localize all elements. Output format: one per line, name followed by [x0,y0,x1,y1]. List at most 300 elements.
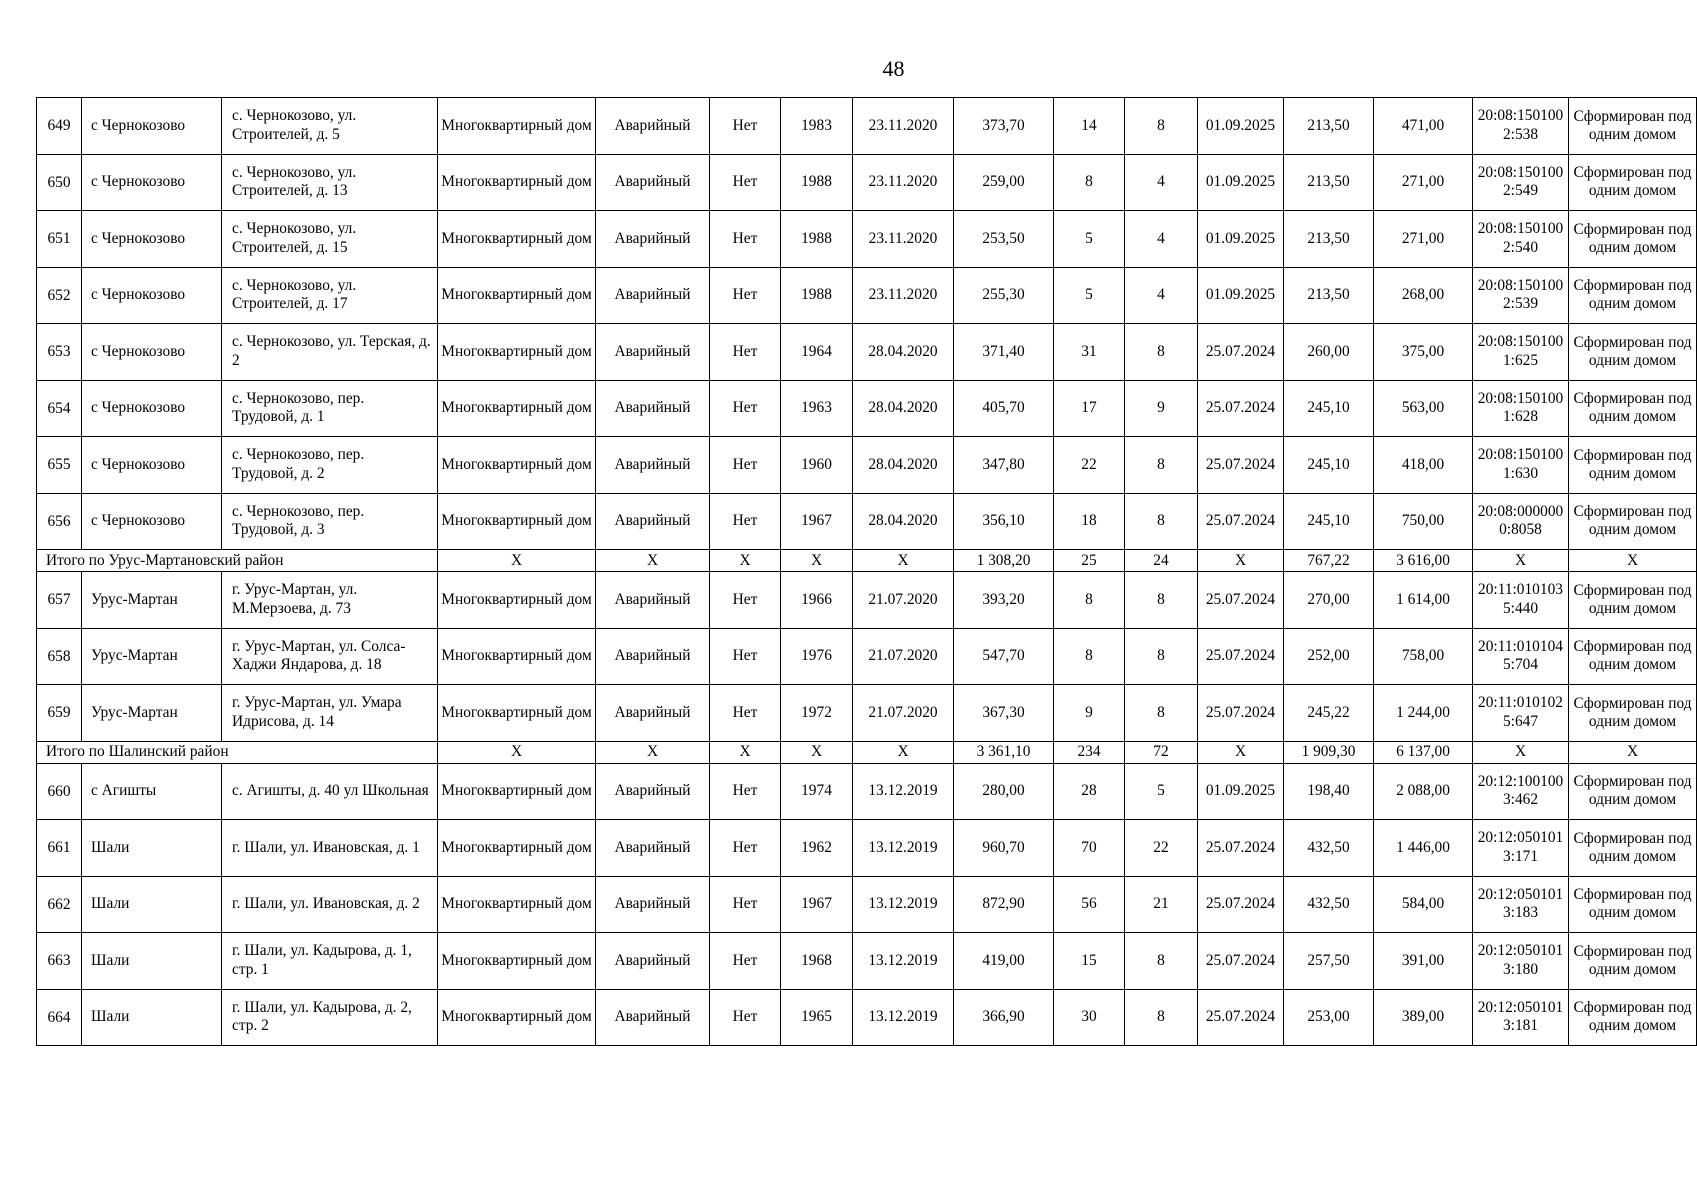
cadastral-number-cell: 20:08:1501001:628 [1473,380,1569,437]
flag-cell: Нет [710,493,781,550]
settlement-cell: с Чернокозово [82,380,222,437]
total-land-area-cell: 6 137,00 [1374,741,1473,763]
district-total-row [37,741,1697,763]
area-cell: 393,20 [954,572,1054,629]
address-cell: с. Агишты, д. 40 ул Школьная [222,763,438,820]
row-number: 652 [37,267,82,324]
house-type-cell: Многоквартирный дом [438,154,596,211]
flag-cell: Нет [710,211,781,268]
land-status-cell: Сформирован под одним домом [1569,211,1697,268]
district-total-label: Итого по Шалинский район [37,741,438,763]
decision-date-cell: 13.12.2019 [853,933,954,990]
decision-date-cell: 13.12.2019 [853,763,954,820]
deadline-cell: 25.07.2024 [1198,876,1284,933]
settlement-cell: Урус-Мартан [82,628,222,685]
price-cell: 213,50 [1284,211,1374,268]
apartments-cell: 9 [1125,380,1198,437]
area-cell: 419,00 [954,933,1054,990]
row-number: 662 [37,876,82,933]
apartments-cell: 21 [1125,876,1198,933]
price-cell: 213,50 [1284,98,1374,155]
cadastral-number-cell: 20:11:0101045:704 [1473,628,1569,685]
residents-cell: 15 [1054,933,1125,990]
row-number: 651 [37,211,82,268]
decision-date-cell: 23.11.2020 [853,211,954,268]
address-cell: с. Чернокозово, ул. Терская, д. 2 [222,324,438,381]
flag-cell: Нет [710,763,781,820]
row-number: 660 [37,763,82,820]
apartments-cell: 8 [1125,324,1198,381]
price-cell: 432,50 [1284,876,1374,933]
residents-cell: 70 [1054,820,1125,877]
table-row [37,437,1697,494]
price-cell: 198,40 [1284,763,1374,820]
apartments-cell: 5 [1125,763,1198,820]
flag-cell: Нет [710,989,781,1046]
settlement-cell: с Чернокозово [82,493,222,550]
price-cell: 245,10 [1284,380,1374,437]
placeholder-cell: X [781,741,853,763]
area-cell: 960,70 [954,820,1054,877]
house-type-cell: Многоквартирный дом [438,493,596,550]
address-cell: с. Чернокозово, пер. Трудовой, д. 1 [222,380,438,437]
residents-cell: 9 [1054,685,1125,742]
cadastral-number-cell: 20:11:0101035:440 [1473,572,1569,629]
settlement-cell: Шали [82,820,222,877]
condition-cell: Аварийный [596,628,710,685]
deadline-cell: 25.07.2024 [1198,324,1284,381]
land-status-cell: Сформирован под одним домом [1569,572,1697,629]
cadastral-number-cell: 20:08:1501002:538 [1473,98,1569,155]
cadastral-number-cell: 20:08:1501002:549 [1473,154,1569,211]
deadline-cell: 25.07.2024 [1198,493,1284,550]
area-cell: 366,90 [954,989,1054,1046]
deadline-cell: 25.07.2024 [1198,933,1284,990]
land-status-cell: Сформирован под одним домом [1569,267,1697,324]
address-cell: г. Шали, ул. Ивановская, д. 1 [222,820,438,877]
address-cell: г. Шали, ул. Кадырова, д. 1, стр. 1 [222,933,438,990]
land-area-cell: 758,00 [1374,628,1473,685]
row-number: 653 [37,324,82,381]
flag-cell: Нет [710,324,781,381]
address-cell: г. Урус-Мартан, ул. М.Мерзоева, д. 73 [222,572,438,629]
condition-cell: Аварийный [596,493,710,550]
placeholder-cell: X [596,741,710,763]
placeholder-cell: X [438,741,596,763]
address-cell: с. Чернокозово, ул. Строителей, д. 15 [222,211,438,268]
table-row [37,211,1697,268]
area-cell: 347,80 [954,437,1054,494]
decision-date-cell: 28.04.2020 [853,324,954,381]
year-cell: 1967 [781,876,853,933]
house-type-cell: Многоквартирный дом [438,98,596,155]
condition-cell: Аварийный [596,989,710,1046]
house-type-cell: Многоквартирный дом [438,876,596,933]
price-cell: 270,00 [1284,572,1374,629]
decision-date-cell: 21.07.2020 [853,572,954,629]
year-cell: 1966 [781,572,853,629]
row-number: 659 [37,685,82,742]
cadastral-number-cell: 20:11:0101025:647 [1473,685,1569,742]
decision-date-cell: 23.11.2020 [853,267,954,324]
deadline-cell: 01.09.2025 [1198,211,1284,268]
year-cell: 1967 [781,493,853,550]
total-residents-cell: 25 [1054,550,1125,572]
land-status-cell: Сформирован под одним домом [1569,933,1697,990]
row-number: 664 [37,989,82,1046]
house-type-cell: Многоквартирный дом [438,933,596,990]
settlement-cell: с Чернокозово [82,324,222,381]
land-area-cell: 271,00 [1374,154,1473,211]
decision-date-cell: 21.07.2020 [853,685,954,742]
placeholder-cell: X [1198,550,1284,572]
area-cell: 280,00 [954,763,1054,820]
land-status-cell: Сформирован под одним домом [1569,324,1697,381]
cadastral-number-cell: 20:08:0000000:8058 [1473,493,1569,550]
residents-cell: 17 [1054,380,1125,437]
settlement-cell: Шали [82,989,222,1046]
address-cell: г. Шали, ул. Ивановская, д. 2 [222,876,438,933]
table-row [37,876,1697,933]
year-cell: 1974 [781,763,853,820]
price-cell: 245,22 [1284,685,1374,742]
year-cell: 1972 [781,685,853,742]
placeholder-cell: X [1473,550,1569,572]
row-number: 649 [37,98,82,155]
address-cell: с. Чернокозово, ул. Строителей, д. 5 [222,98,438,155]
land-area-cell: 1 614,00 [1374,572,1473,629]
year-cell: 1962 [781,820,853,877]
year-cell: 1988 [781,154,853,211]
decision-date-cell: 21.07.2020 [853,628,954,685]
area-cell: 405,70 [954,380,1054,437]
price-cell: 245,10 [1284,437,1374,494]
house-type-cell: Многоквартирный дом [438,267,596,324]
area-cell: 371,40 [954,324,1054,381]
table-row [37,628,1697,685]
land-status-cell: Сформирован под одним домом [1569,876,1697,933]
flag-cell: Нет [710,437,781,494]
land-area-cell: 1 446,00 [1374,820,1473,877]
apartments-cell: 4 [1125,154,1198,211]
table-row [37,324,1697,381]
residents-cell: 14 [1054,98,1125,155]
area-cell: 373,70 [954,98,1054,155]
cadastral-number-cell: 20:12:0501013:171 [1473,820,1569,877]
cadastral-number-cell: 20:08:1501001:630 [1473,437,1569,494]
row-number: 656 [37,493,82,550]
flag-cell: Нет [710,820,781,877]
house-type-cell: Многоквартирный дом [438,989,596,1046]
flag-cell: Нет [710,933,781,990]
land-area-cell: 750,00 [1374,493,1473,550]
page-number: 48 [882,56,905,81]
row-number: 650 [37,154,82,211]
area-cell: 547,70 [954,628,1054,685]
total-price-cell: 767,22 [1284,550,1374,572]
settlement-cell: Урус-Мартан [82,572,222,629]
table-row [37,933,1697,990]
land-area-cell: 389,00 [1374,989,1473,1046]
decision-date-cell: 28.04.2020 [853,493,954,550]
area-cell: 872,90 [954,876,1054,933]
condition-cell: Аварийный [596,933,710,990]
table-row [37,267,1697,324]
deadline-cell: 01.09.2025 [1198,763,1284,820]
price-cell: 432,50 [1284,820,1374,877]
address-cell: с. Чернокозово, ул. Строителей, д. 13 [222,154,438,211]
table-row [37,820,1697,877]
land-area-cell: 584,00 [1374,876,1473,933]
cadastral-number-cell: 20:12:0501013:181 [1473,989,1569,1046]
deadline-cell: 25.07.2024 [1198,685,1284,742]
land-area-cell: 268,00 [1374,267,1473,324]
land-area-cell: 271,00 [1374,211,1473,268]
placeholder-cell: X [1473,741,1569,763]
cadastral-number-cell: 20:08:1501002:540 [1473,211,1569,268]
residents-cell: 8 [1054,628,1125,685]
row-number: 663 [37,933,82,990]
address-cell: с. Чернокозово, пер. Трудовой, д. 2 [222,437,438,494]
condition-cell: Аварийный [596,437,710,494]
total-area-cell: 3 361,10 [954,741,1054,763]
table-row [37,685,1697,742]
decision-date-cell: 23.11.2020 [853,98,954,155]
residents-cell: 30 [1054,989,1125,1046]
house-type-cell: Многоквартирный дом [438,685,596,742]
apartments-cell: 8 [1125,685,1198,742]
row-number: 655 [37,437,82,494]
land-area-cell: 1 244,00 [1374,685,1473,742]
cadastral-number-cell: 20:08:1501002:539 [1473,267,1569,324]
district-total-row [37,550,1697,572]
residents-cell: 5 [1054,267,1125,324]
decision-date-cell: 13.12.2019 [853,989,954,1046]
deadline-cell: 25.07.2024 [1198,820,1284,877]
apartments-cell: 4 [1125,211,1198,268]
year-cell: 1965 [781,989,853,1046]
residents-cell: 5 [1054,211,1125,268]
residents-cell: 56 [1054,876,1125,933]
total-price-cell: 1 909,30 [1284,741,1374,763]
land-area-cell: 2 088,00 [1374,763,1473,820]
land-status-cell: Сформирован под одним домом [1569,98,1697,155]
condition-cell: Аварийный [596,154,710,211]
placeholder-cell: X [853,741,954,763]
land-status-cell: Сформирован под одним домом [1569,380,1697,437]
row-number: 658 [37,628,82,685]
land-status-cell: Сформирован под одним домом [1569,685,1697,742]
apartments-cell: 8 [1125,989,1198,1046]
apartments-cell: 8 [1125,493,1198,550]
condition-cell: Аварийный [596,685,710,742]
decision-date-cell: 13.12.2019 [853,876,954,933]
settlement-cell: с Чернокозово [82,154,222,211]
apartments-cell: 8 [1125,98,1198,155]
area-cell: 255,30 [954,267,1054,324]
address-cell: г. Урус-Мартан, ул. Солса-Хаджи Яндарова, д. 18 [222,628,438,685]
condition-cell: Аварийный [596,211,710,268]
residents-cell: 22 [1054,437,1125,494]
housing-registry-table [36,97,1697,1046]
house-type-cell: Многоквартирный дом [438,820,596,877]
cadastral-number-cell: 20:08:1501001:625 [1473,324,1569,381]
apartments-cell: 4 [1125,267,1198,324]
residents-cell: 28 [1054,763,1125,820]
decision-date-cell: 23.11.2020 [853,154,954,211]
land-status-cell: Сформирован под одним домом [1569,628,1697,685]
placeholder-cell: X [1569,741,1697,763]
deadline-cell: 25.07.2024 [1198,437,1284,494]
area-cell: 356,10 [954,493,1054,550]
placeholder-cell: X [1569,550,1697,572]
row-number: 661 [37,820,82,877]
cadastral-number-cell: 20:12:0501013:183 [1473,876,1569,933]
deadline-cell: 01.09.2025 [1198,154,1284,211]
year-cell: 1964 [781,324,853,381]
cadastral-number-cell: 20:12:0501013:180 [1473,933,1569,990]
price-cell: 257,50 [1284,933,1374,990]
year-cell: 1988 [781,267,853,324]
year-cell: 1976 [781,628,853,685]
house-type-cell: Многоквартирный дом [438,211,596,268]
district-total-label: Итого по Урус-Мартановский район [37,550,438,572]
house-type-cell: Многоквартирный дом [438,763,596,820]
condition-cell: Аварийный [596,763,710,820]
table-row [37,989,1697,1046]
price-cell: 245,10 [1284,493,1374,550]
deadline-cell: 25.07.2024 [1198,380,1284,437]
condition-cell: Аварийный [596,380,710,437]
settlement-cell: с Агишты [82,763,222,820]
total-apartments-cell: 72 [1125,741,1198,763]
land-area-cell: 391,00 [1374,933,1473,990]
residents-cell: 31 [1054,324,1125,381]
price-cell: 253,00 [1284,989,1374,1046]
land-area-cell: 563,00 [1374,380,1473,437]
deadline-cell: 01.09.2025 [1198,98,1284,155]
table-row [37,98,1697,155]
flag-cell: Нет [710,98,781,155]
flag-cell: Нет [710,572,781,629]
placeholder-cell: X [853,550,954,572]
price-cell: 213,50 [1284,154,1374,211]
placeholder-cell: X [596,550,710,572]
placeholder-cell: X [710,741,781,763]
flag-cell: Нет [710,380,781,437]
table-row [37,763,1697,820]
placeholder-cell: X [1198,741,1284,763]
land-status-cell: Сформирован под одним домом [1569,493,1697,550]
year-cell: 1988 [781,211,853,268]
land-status-cell: Сформирован под одним домом [1569,763,1697,820]
land-status-cell: Сформирован под одним домом [1569,154,1697,211]
address-cell: с. Чернокозово, пер. Трудовой, д. 3 [222,493,438,550]
residents-cell: 8 [1054,154,1125,211]
condition-cell: Аварийный [596,267,710,324]
condition-cell: Аварийный [596,820,710,877]
price-cell: 260,00 [1284,324,1374,381]
deadline-cell: 25.07.2024 [1198,989,1284,1046]
apartments-cell: 8 [1125,437,1198,494]
address-cell: с. Чернокозово, ул. Строителей, д. 17 [222,267,438,324]
flag-cell: Нет [710,154,781,211]
placeholder-cell: X [710,550,781,572]
condition-cell: Аварийный [596,572,710,629]
land-status-cell: Сформирован под одним домом [1569,989,1697,1046]
total-apartments-cell: 24 [1125,550,1198,572]
apartments-cell: 8 [1125,933,1198,990]
placeholder-cell: X [438,550,596,572]
settlement-cell: с Чернокозово [82,437,222,494]
total-land-area-cell: 3 616,00 [1374,550,1473,572]
cadastral-number-cell: 20:12:1001003:462 [1473,763,1569,820]
house-type-cell: Многоквартирный дом [438,380,596,437]
table-row [37,572,1697,629]
settlement-cell: Шали [82,933,222,990]
address-cell: г. Шали, ул. Кадырова, д. 2, стр. 2 [222,989,438,1046]
total-residents-cell: 234 [1054,741,1125,763]
house-type-cell: Многоквартирный дом [438,628,596,685]
decision-date-cell: 13.12.2019 [853,820,954,877]
land-area-cell: 418,00 [1374,437,1473,494]
apartments-cell: 22 [1125,820,1198,877]
year-cell: 1968 [781,933,853,990]
registry-body [37,98,1697,1046]
price-cell: 213,50 [1284,267,1374,324]
settlement-cell: с Чернокозово [82,267,222,324]
apartments-cell: 8 [1125,628,1198,685]
land-status-cell: Сформирован под одним домом [1569,437,1697,494]
total-area-cell: 1 308,20 [954,550,1054,572]
table-row [37,380,1697,437]
decision-date-cell: 28.04.2020 [853,437,954,494]
residents-cell: 18 [1054,493,1125,550]
deadline-cell: 25.07.2024 [1198,572,1284,629]
deadline-cell: 01.09.2025 [1198,267,1284,324]
land-area-cell: 471,00 [1374,98,1473,155]
area-cell: 253,50 [954,211,1054,268]
year-cell: 1963 [781,380,853,437]
year-cell: 1960 [781,437,853,494]
price-cell: 252,00 [1284,628,1374,685]
land-status-cell: Сформирован под одним домом [1569,820,1697,877]
house-type-cell: Многоквартирный дом [438,324,596,381]
condition-cell: Аварийный [596,876,710,933]
settlement-cell: Шали [82,876,222,933]
residents-cell: 8 [1054,572,1125,629]
condition-cell: Аварийный [596,324,710,381]
settlement-cell: с Чернокозово [82,211,222,268]
condition-cell: Аварийный [596,98,710,155]
row-number: 657 [37,572,82,629]
settlement-cell: с Чернокозово [82,98,222,155]
area-cell: 259,00 [954,154,1054,211]
table-row [37,154,1697,211]
year-cell: 1983 [781,98,853,155]
flag-cell: Нет [710,685,781,742]
deadline-cell: 25.07.2024 [1198,628,1284,685]
area-cell: 367,30 [954,685,1054,742]
land-area-cell: 375,00 [1374,324,1473,381]
flag-cell: Нет [710,267,781,324]
flag-cell: Нет [710,876,781,933]
table-row [37,493,1697,550]
house-type-cell: Многоквартирный дом [438,572,596,629]
row-number: 654 [37,380,82,437]
apartments-cell: 8 [1125,572,1198,629]
flag-cell: Нет [710,628,781,685]
